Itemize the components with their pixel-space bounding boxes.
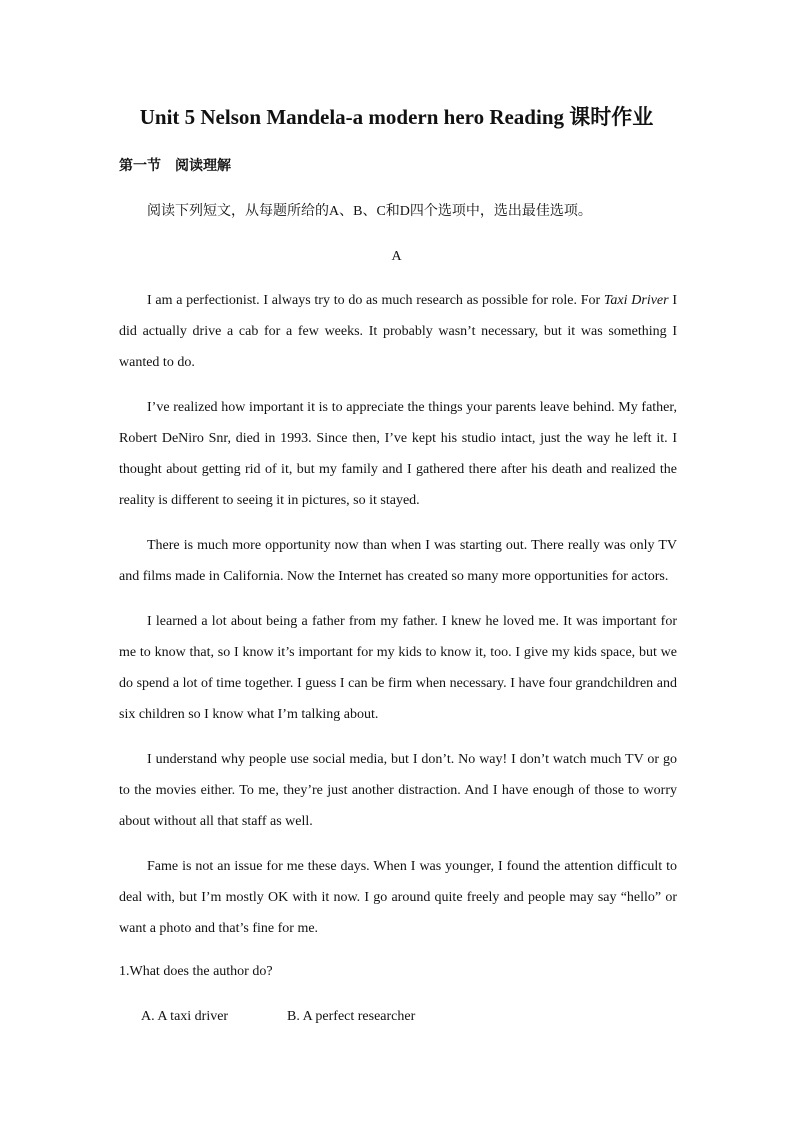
passage-paragraph-2: I’ve realized how important it is to appreciate the things your parents leave behind. My father, Robert DeNiro Snr, died in 1993. Since then, I’ve kept his studio intact, just the way he left it. I thought about getting rid of it, but my family and I gathered there after his death and realized the reality is different to seeing it in pictures, so it stayed. [119, 400, 677, 508]
instructions-text: 阅读下列短文，从每题所给的A、B、C和D四个选项中，选出最佳选项。 [147, 204, 592, 219]
passage-paragraph-1 [119, 285, 677, 378]
passage-paragraph-3: There is much more opportunity now than when I was starting out. There really was only TV and films made in California. Now the Internet has created so many more opportunities for actors. [119, 538, 677, 584]
film-title: Taxi Driver [603, 293, 669, 308]
passage-paragraph-4: I learned a lot about being a father from my father. I knew he loved me. It was important for me to know that, so I know it’s important for my kids to know it, too. I give my kids space, but we do spend a lot of time together. I guess I can be firm when necessary. I have four grandchildren and six children so I know what I’m talking about. [119, 614, 677, 722]
question-1-option-b: B. A perfect researcher [287, 1009, 416, 1024]
passage-paragraph-6: Fame is not an issue for me these days. When I was younger, I found the attention difficult to deal with, but I’m mostly OK with it now. I go around quite freely and people may say “hello” or want a photo and that’s fine for me. [119, 859, 677, 936]
paragraph-1-text: I am a perfectionist. I always try to do as much research as possible for role. For [147, 293, 604, 308]
document-title: Unit 5 Nelson Mandela-a modern hero Reading 课时作业 [139, 105, 654, 129]
passage-label: A [391, 249, 402, 264]
question-1-option-a: A. A taxi driver [141, 1009, 229, 1024]
paragraph-1-text-continued: I did actually drive a cab for a few weeks. It probably wasn’t necessary, but it was something I wanted to do. [119, 293, 677, 370]
section-heading: 第一节 阅读理解 [119, 159, 231, 174]
passage-paragraph-5: I understand why people use social media, but I don’t. No way! I don’t watch much TV or go to the movies either. To me, they’re just another distraction. And I have enough of those to worry about without all that staff as well. [119, 752, 677, 829]
question-1: 1.What does the author do? [119, 964, 273, 979]
